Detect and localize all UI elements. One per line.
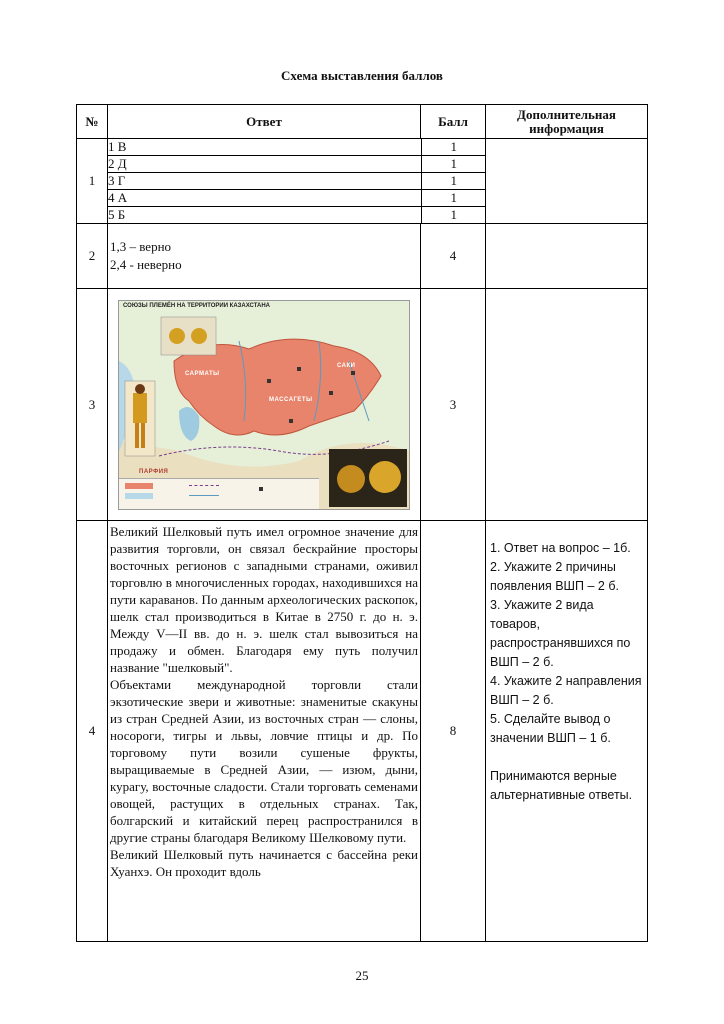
row2-info <box>486 224 648 289</box>
legend-line <box>189 485 219 486</box>
row2-answer-line2: 2,4 - неверно <box>110 257 182 272</box>
map-label-massagety: МАССАГЕТЫ <box>269 396 313 403</box>
table-row <box>108 156 486 173</box>
map-label-sarmaty: САРМАТЫ <box>185 370 220 377</box>
info-line-2: 2. Укажите 2 причины появления ВШП – 2 б. <box>490 560 619 593</box>
map-label-parfia: ПАРФИЯ <box>139 468 169 475</box>
table-row-1 <box>77 139 648 224</box>
row1-answer-2: 2 Д <box>108 156 421 173</box>
map-legend <box>119 478 319 509</box>
page-number: 25 <box>355 968 369 983</box>
info-line-5: 5. Сделайте вывод о значении ВШП – 1 б. <box>490 712 611 745</box>
row2-answer-line1: 1,3 – верно <box>110 239 172 254</box>
header-row <box>77 105 648 139</box>
row1-num: 1 <box>77 139 108 224</box>
info-line-4: 4. Укажите 2 направления ВШП – 2 б. <box>490 674 642 707</box>
row1-answer-1: 1 В <box>108 139 127 154</box>
table-row <box>108 207 486 224</box>
row1-score-4: 1 <box>421 190 486 207</box>
page-title: Схема выставления баллов <box>281 68 443 83</box>
table-row <box>108 190 486 207</box>
row3-answer <box>108 289 421 521</box>
info-line-3: 3. Укажите 2 вида товаров, распространявшихся по ВШП – 2 б. <box>490 598 631 669</box>
row2-num: 2 <box>77 224 108 289</box>
row1-score-2: 1 <box>421 156 486 173</box>
row4-num: 4 <box>77 521 108 942</box>
row1-answer-5: 5 Б <box>108 207 421 224</box>
row2-score: 4 <box>421 224 486 289</box>
kazakhstan-tribes-map <box>118 300 410 510</box>
row2-answer <box>108 224 421 289</box>
row1-score-3: 1 <box>421 173 486 190</box>
row3-info <box>486 289 648 521</box>
row3-num: 3 <box>77 289 108 521</box>
row1-answer-4: 4 А <box>108 190 421 207</box>
row1-score-5: 1 <box>421 207 486 224</box>
table-row-3 <box>77 289 648 521</box>
legend-line <box>189 495 219 496</box>
header-num: № <box>77 105 108 139</box>
row1-info <box>486 139 648 224</box>
scoring-table <box>76 104 648 942</box>
header-info: Дополнительная информация <box>486 105 648 139</box>
table-row-4 <box>77 521 648 942</box>
header-answer: Ответ <box>108 105 421 139</box>
row4-answer-paragraph-2: Объектами международной торговли стали экзотические звери и животные: знаменитые скакуны из стран Средней Азии, из восточных стран — слоны, носороги, тигры и львы, ловчие птицы и др. По торговому пути возили сушеные фрукты, выращиваемые в Средней Азии, — изюм, дыни, курагу, восточные сладости. Стали торговать семенами овощей, растущих в отдельных странах. Так, болгарский и китайский перец распространился в другие страны благодаря Великому Шелковому пути. <box>110 677 418 845</box>
map-label-saki: САКИ <box>337 362 356 369</box>
info-note: Принимаются верные альтернативные ответы. <box>490 769 633 802</box>
row4-answer-paragraph-1: Великий Шелковый путь имел огромное значение для развития торговли, он связал бескрайние просторы восточных регионов с западными странами, оживил торговлю в многочисленных городах, находившихся на пути караванов. По данным археологических раскопок, шелк стал производиться в Китае в 2750 г. до н. э. Между V—II вв. до н. э. шелк стал вывозиться на продажу и обмен. Благодаря ему путь получил название "шелковый". <box>110 524 418 675</box>
legend-swatch <box>125 483 153 489</box>
row1-answers <box>108 139 486 224</box>
table-row <box>108 139 486 156</box>
row4-answer-paragraph-3: Великий Шелковый путь начинается с бассейна реки Хуанхэ. Он проходит вдоль <box>110 847 418 879</box>
table-row <box>108 173 486 190</box>
row1-answer-3: 3 Г <box>108 173 421 190</box>
row1-score-1: 1 <box>421 139 486 156</box>
row4-score: 8 <box>421 521 486 942</box>
row3-score: 3 <box>421 289 486 521</box>
info-line-1: 1. Ответ на вопрос – 1б. <box>490 541 631 555</box>
legend-swatch <box>125 493 153 499</box>
row4-info <box>486 521 648 942</box>
header-score: Балл <box>421 105 486 139</box>
map-title: СОЮЗЫ ПЛЕМЁН НА ТЕРРИТОРИИ КАЗАХСТАНА <box>123 302 270 309</box>
legend-marker <box>259 487 263 491</box>
row4-answer <box>108 521 421 942</box>
table-row-2 <box>77 224 648 289</box>
